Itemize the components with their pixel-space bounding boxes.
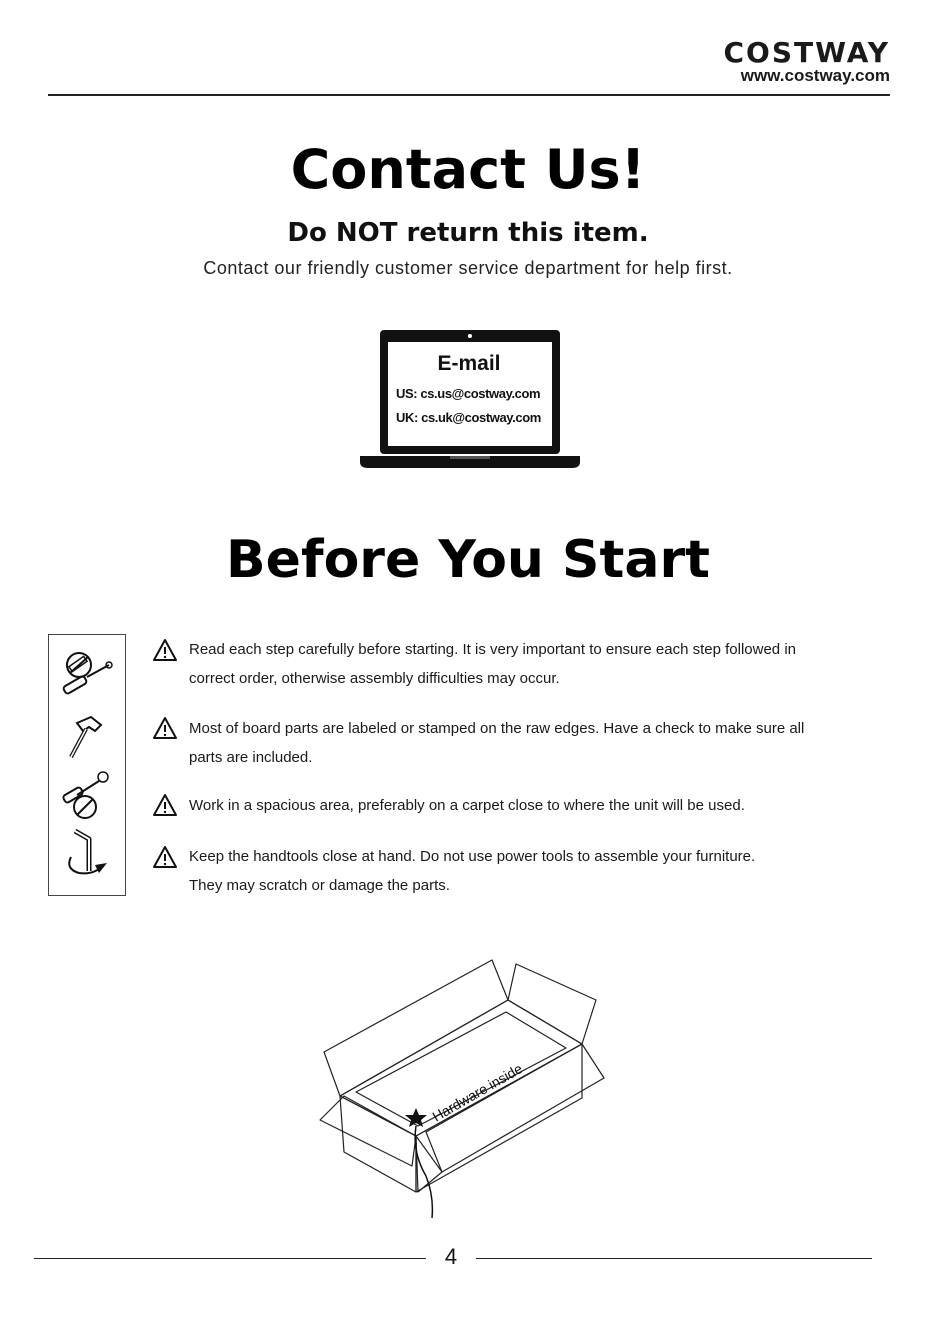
brand-url: www.costway.com [740, 66, 890, 85]
instruction-line: Read each step carefully before starting. It is very important to ensure each step followed in [189, 641, 796, 658]
tools-panel [48, 634, 126, 896]
contact-note: Contact our friendly customer service department for help first. [203, 258, 733, 278]
before-start-title: Before You Start [226, 530, 710, 590]
instruction-line: Keep the handtools close at hand. Do not use power tools to assemble your furniture. [189, 848, 756, 865]
allen-key-icon [59, 827, 117, 883]
hammer-icon [59, 711, 117, 767]
screwdriver-icon [59, 767, 117, 823]
hardware-inside-label: Hardware inside [429, 1060, 526, 1125]
page-number: 4 [444, 1244, 458, 1269]
warning-triangle-icon [152, 716, 178, 740]
instruction-line: They may scratch or damage the parts. [189, 877, 450, 894]
warning-triangle-icon [152, 638, 178, 662]
header-divider [48, 94, 890, 96]
star-icon [405, 1108, 427, 1127]
email-uk: UK: cs.uk@costway.com [396, 410, 541, 425]
open-box-illustration [316, 956, 612, 1222]
brand-logo: COSTWAY [723, 36, 890, 69]
email-title: E-mail [437, 352, 501, 375]
warning-triangle-icon [152, 845, 178, 869]
warning-triangle-icon [152, 793, 178, 817]
instruction-line: Work in a spacious area, preferably on a carpet close to where the unit will be used. [189, 797, 745, 814]
contact-subtitle: Do NOT return this item. [287, 218, 649, 248]
contact-title: Contact Us! [290, 138, 646, 201]
instruction-line: Most of board parts are labeled or stamped on the raw edges. Have a check to make sure all [189, 720, 805, 737]
no-screwdriver-icon [59, 647, 117, 703]
email-us: US: cs.us@costway.com [396, 386, 541, 401]
footer-divider-right [476, 1258, 872, 1259]
footer-divider-left [34, 1258, 426, 1259]
instruction-line: correct order, otherwise assembly difficulties may occur. [189, 670, 560, 687]
instruction-line: parts are included. [189, 749, 313, 766]
